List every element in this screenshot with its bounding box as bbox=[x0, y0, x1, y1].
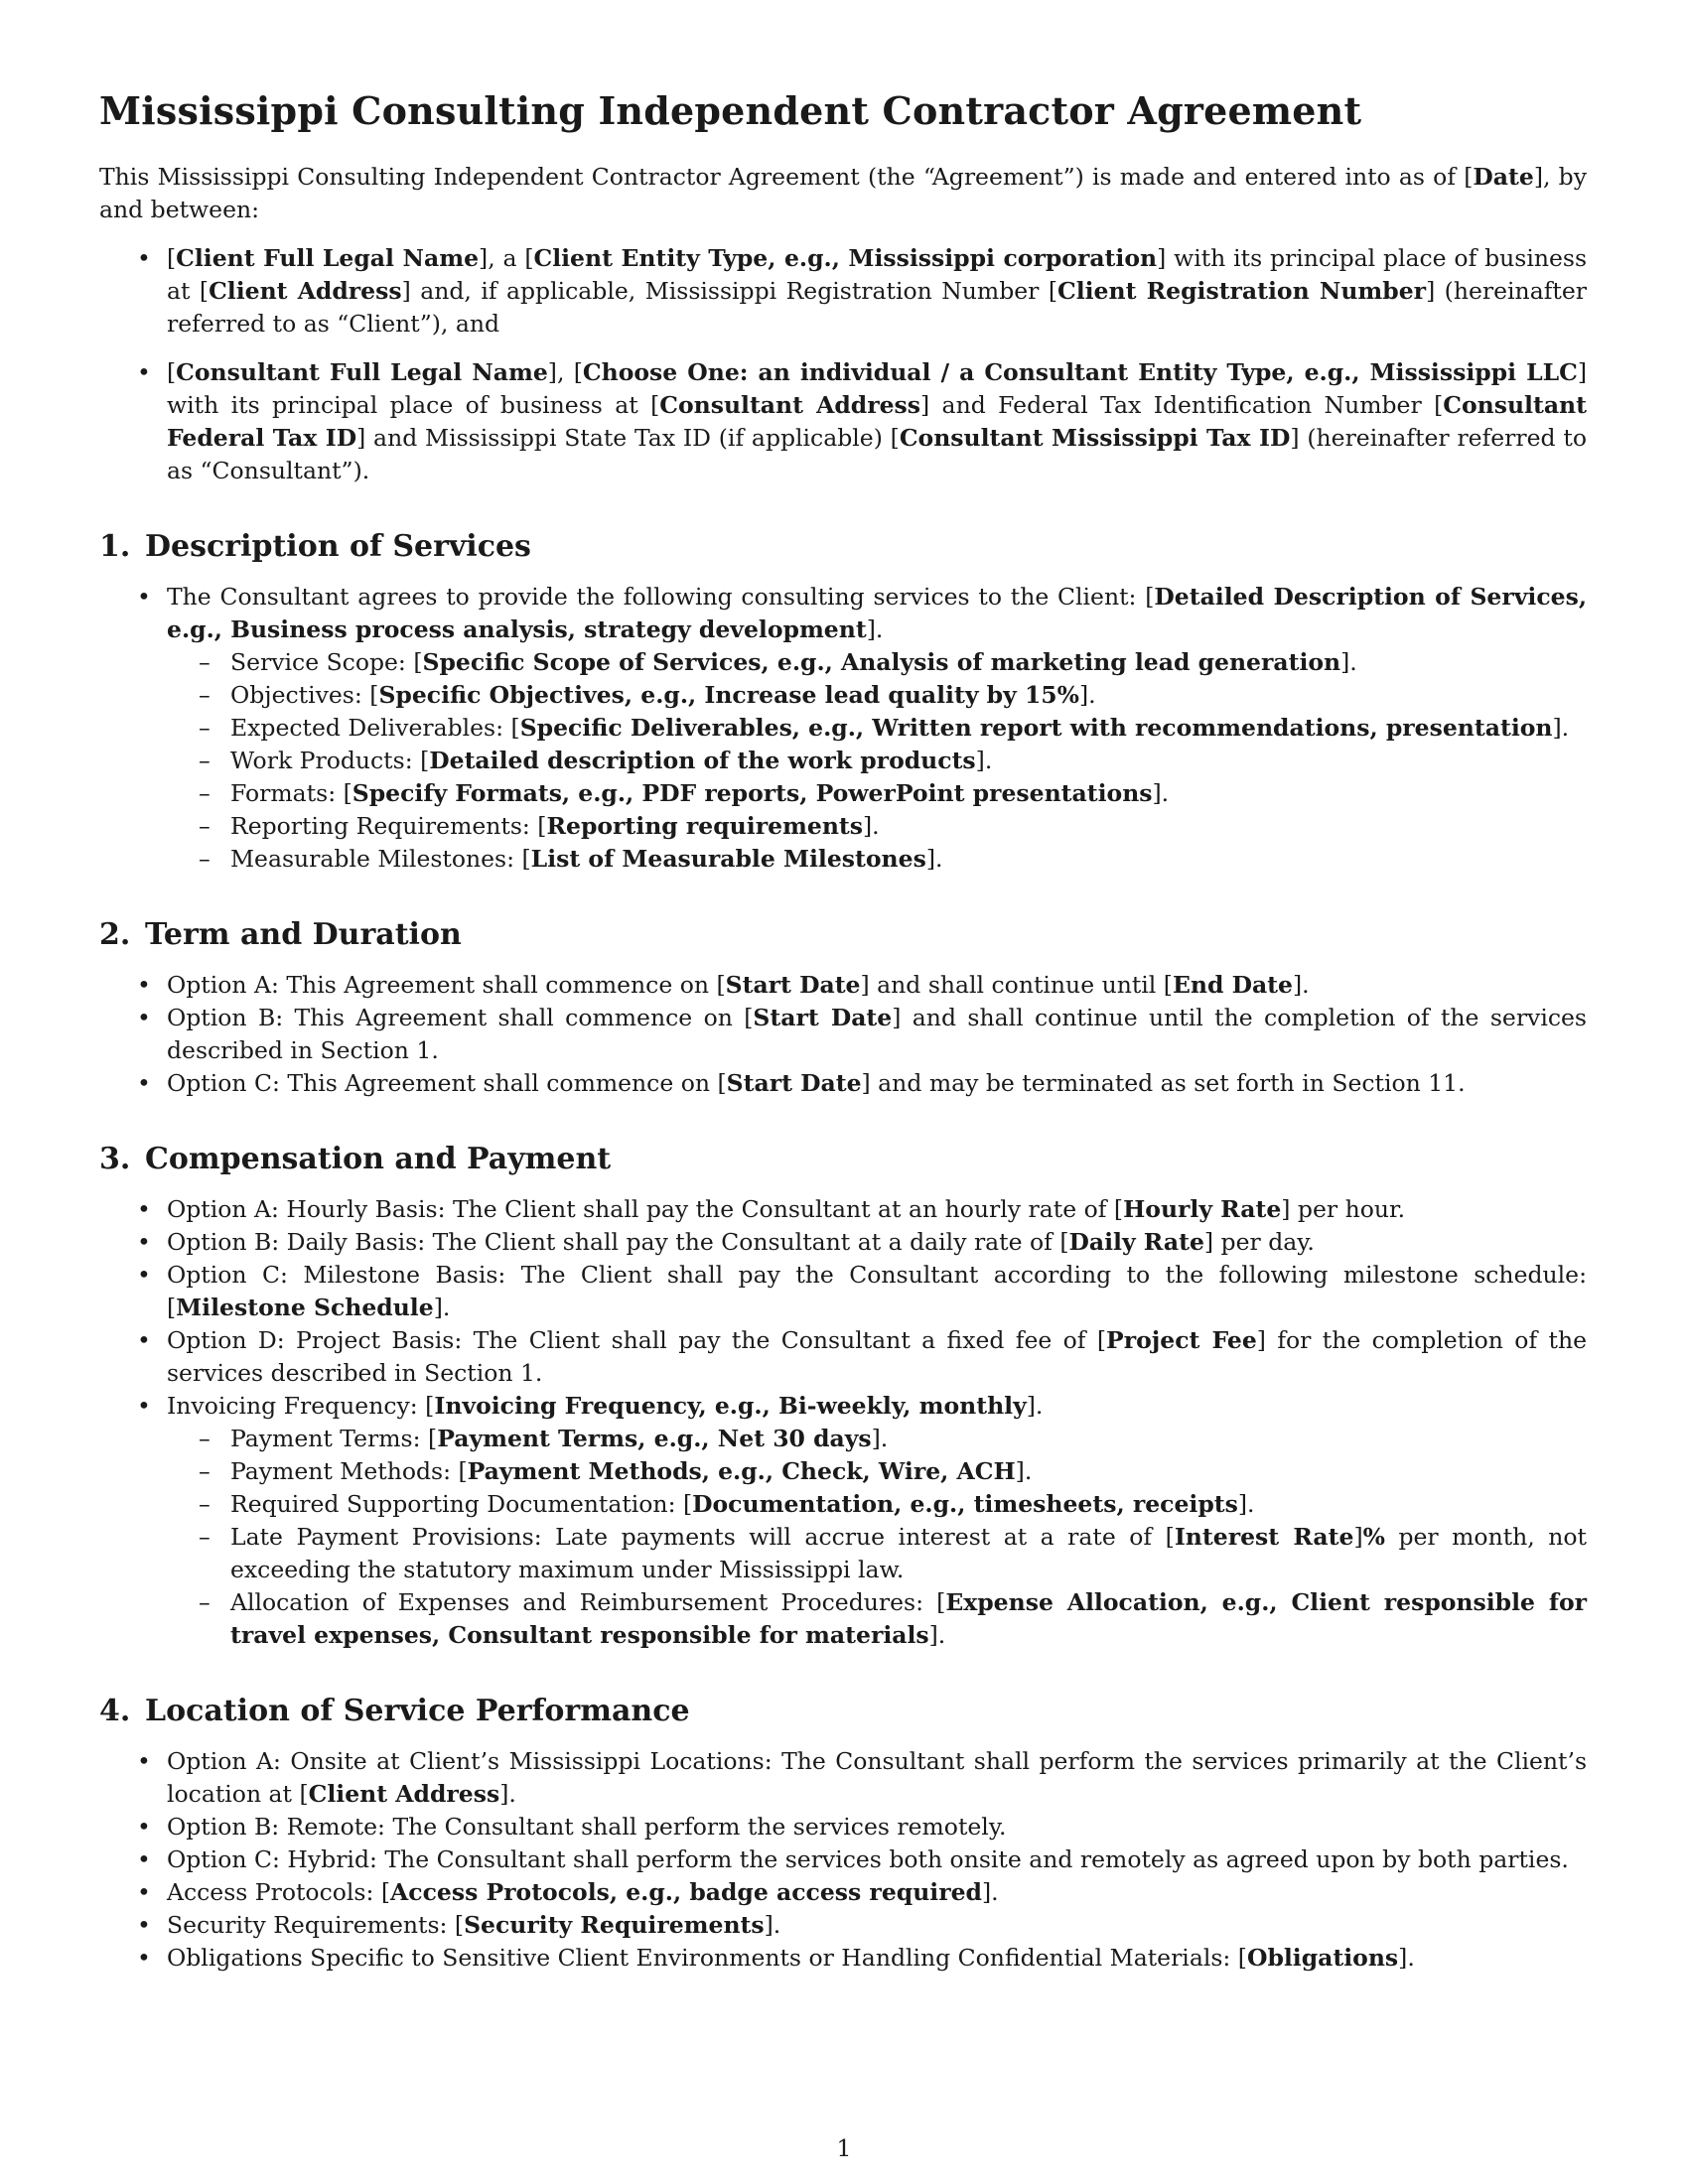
list-item: • Option A: Onsite at Client’s Mississippi Locations: The Consultant shall perform the services primarily at the Client’s location at [Client Address]. bbox=[99, 1745, 1587, 1811]
list-item: – Late Payment Provisions: Late payments will accrue interest at a rate of [Interest Rate]% per month, not exceeding the statutory maximum under Mississippi law. bbox=[167, 1521, 1587, 1586]
document-page bbox=[99, 87, 1587, 1975]
section-1-list bbox=[99, 581, 1587, 876]
page-number: 1 bbox=[836, 2134, 852, 2162]
section-1-sublist bbox=[167, 646, 1587, 876]
list-item: – Formats: [Specify Formats, e.g., PDF reports, PowerPoint presentations]. bbox=[167, 777, 1587, 810]
list-item: – Expected Deliverables: [Specific Deliverables, e.g., Written report with recommendations, presentation]. bbox=[167, 712, 1587, 745]
list-item: • Option C: This Agreement shall commence on [Start Date] and may be terminated as set forth in Section 11. bbox=[99, 1067, 1587, 1100]
document-title: Mississippi Consulting Independent Contractor Agreement bbox=[99, 88, 1362, 133]
list-item: – Work Products: [Detailed description of the work products]. bbox=[167, 745, 1587, 777]
list-item: • Security Requirements: [Security Requirements]. bbox=[99, 1909, 1587, 1942]
party-consultant: • [Consultant Full Legal Name], [Choose One: an individual / a Consultant Entity Type, e.g., Mississippi LLC] with its principal place of business at [Consultant Address] and Federal Tax Identification Number [Consultant Federal Tax ID] and Mississippi State Tax ID (if applicable) [Consultant Mississippi Tax ID] (hereinafter referred to as “Consultant”). bbox=[99, 356, 1587, 487]
list-item: • Option B: Daily Basis: The Client shall pay the Consultant at a daily rate of [Daily Rate] per day. bbox=[99, 1226, 1587, 1259]
section-heading-3: 3. Compensation and Payment bbox=[99, 1142, 612, 1176]
list-item: • Invoicing Frequency: [Invoicing Frequency, e.g., Bi-weekly, monthly]. – Payment Terms: [Payment Terms, e.g., Net 30 days]. – Payment Methods: [Payment Methods, e.g., Check, Wire, ACH]. – Required Supporting Documentation: [Documentation, e.g., timesheets, receipts]. – Late Payment Provisions: Late payments will accrue interest at a rate of [Interest Rate]% per month, not exceeding the statutory maximum under Mississippi law. – Allocation of Expenses and Reimbursement Procedures: [Expense Allocation, e.g., Client responsible for travel expenses, Consultant responsible for materials]. bbox=[99, 1390, 1587, 1652]
list-item: • Option B: Remote: The Consultant shall perform the services remotely. bbox=[99, 1811, 1587, 1843]
list-item: • Option B: This Agreement shall commence on [Start Date] and shall continue until the completion of the services described in Section 1. bbox=[99, 1002, 1587, 1067]
section-2-list bbox=[99, 969, 1587, 1100]
list-item: • Option D: Project Basis: The Client shall pay the Consultant a fixed fee of [Project Fee] for the completion of the services described in Section 1. bbox=[99, 1324, 1587, 1390]
section-heading-2: 2. Term and Duration bbox=[99, 917, 462, 952]
list-item: • Option C: Milestone Basis: The Client shall pay the Consultant according to the following milestone schedule: [Milestone Schedule]. bbox=[99, 1259, 1587, 1324]
list-item: – Reporting Requirements: [Reporting requirements]. bbox=[167, 810, 1587, 843]
section-heading-4: 4. Location of Service Performance bbox=[99, 1694, 690, 1728]
section-3-sublist bbox=[167, 1423, 1587, 1652]
list-item: • The Consultant agrees to provide the following consulting services to the Client: [Detailed Description of Services, e.g., Business process analysis, strategy development]. – Service Scope: [Specific Scope of Services, e.g., Analysis of marketing lead generation]. – Objectives: [Specific Objectives, e.g., Increase lead quality by 15%]. – Expected Deliverables: [Specific Deliverables, e.g., Written report with recommendations, presentation]. – Work Products: [Detailed description of the work products]. – Formats: [Specify Formats, e.g., PDF reports, PowerPoint presentations]. – Reporting Requirements: [Reporting requirements]. – Measurable Milestones: [List of Measurable Milestones]. bbox=[99, 581, 1587, 876]
list-item: • Option C: Hybrid: The Consultant shall perform the services both onsite and remotely as agreed upon by both parties. bbox=[99, 1843, 1587, 1876]
list-item: – Measurable Milestones: [List of Measurable Milestones]. bbox=[167, 843, 1587, 876]
section-heading-1: 1. Description of Services bbox=[99, 529, 531, 564]
list-item: • Obligations Specific to Sensitive Client Environments or Handling Confidential Materials: [Obligations]. bbox=[99, 1942, 1587, 1975]
list-item: – Payment Terms: [Payment Terms, e.g., Net 30 days]. bbox=[167, 1423, 1587, 1455]
parties-list bbox=[99, 242, 1587, 487]
list-item: – Objectives: [Specific Objectives, e.g., Increase lead quality by 15%]. bbox=[167, 679, 1587, 712]
list-item: – Allocation of Expenses and Reimbursement Procedures: [Expense Allocation, e.g., Client responsible for travel expenses, Consultant responsible for materials]. bbox=[167, 1586, 1587, 1652]
intro-paragraph: This Mississippi Consulting Independent Contractor Agreement (the “Agreement”) is made and entered into as of [Date], by and between: bbox=[99, 163, 1587, 223]
list-item: • Access Protocols: [Access Protocols, e.g., badge access required]. bbox=[99, 1876, 1587, 1909]
list-item: • Option A: This Agreement shall commence on [Start Date] and shall continue until [End Date]. bbox=[99, 969, 1587, 1002]
party-client: • [Client Full Legal Name], a [Client Entity Type, e.g., Mississippi corporation] with its principal place of business at [Client Address] and, if applicable, Mississippi Registration Number [Client Registration Number] (hereinafter referred to as “Client”), and bbox=[99, 242, 1587, 341]
list-item: – Service Scope: [Specific Scope of Services, e.g., Analysis of marketing lead generation]. bbox=[167, 646, 1587, 679]
list-item: – Required Supporting Documentation: [Documentation, e.g., timesheets, receipts]. bbox=[167, 1488, 1587, 1521]
section-3-list bbox=[99, 1193, 1587, 1652]
section-4-list bbox=[99, 1745, 1587, 1975]
list-item: – Payment Methods: [Payment Methods, e.g., Check, Wire, ACH]. bbox=[167, 1455, 1587, 1488]
list-item: • Option A: Hourly Basis: The Client shall pay the Consultant at an hourly rate of [Hourly Rate] per hour. bbox=[99, 1193, 1587, 1226]
